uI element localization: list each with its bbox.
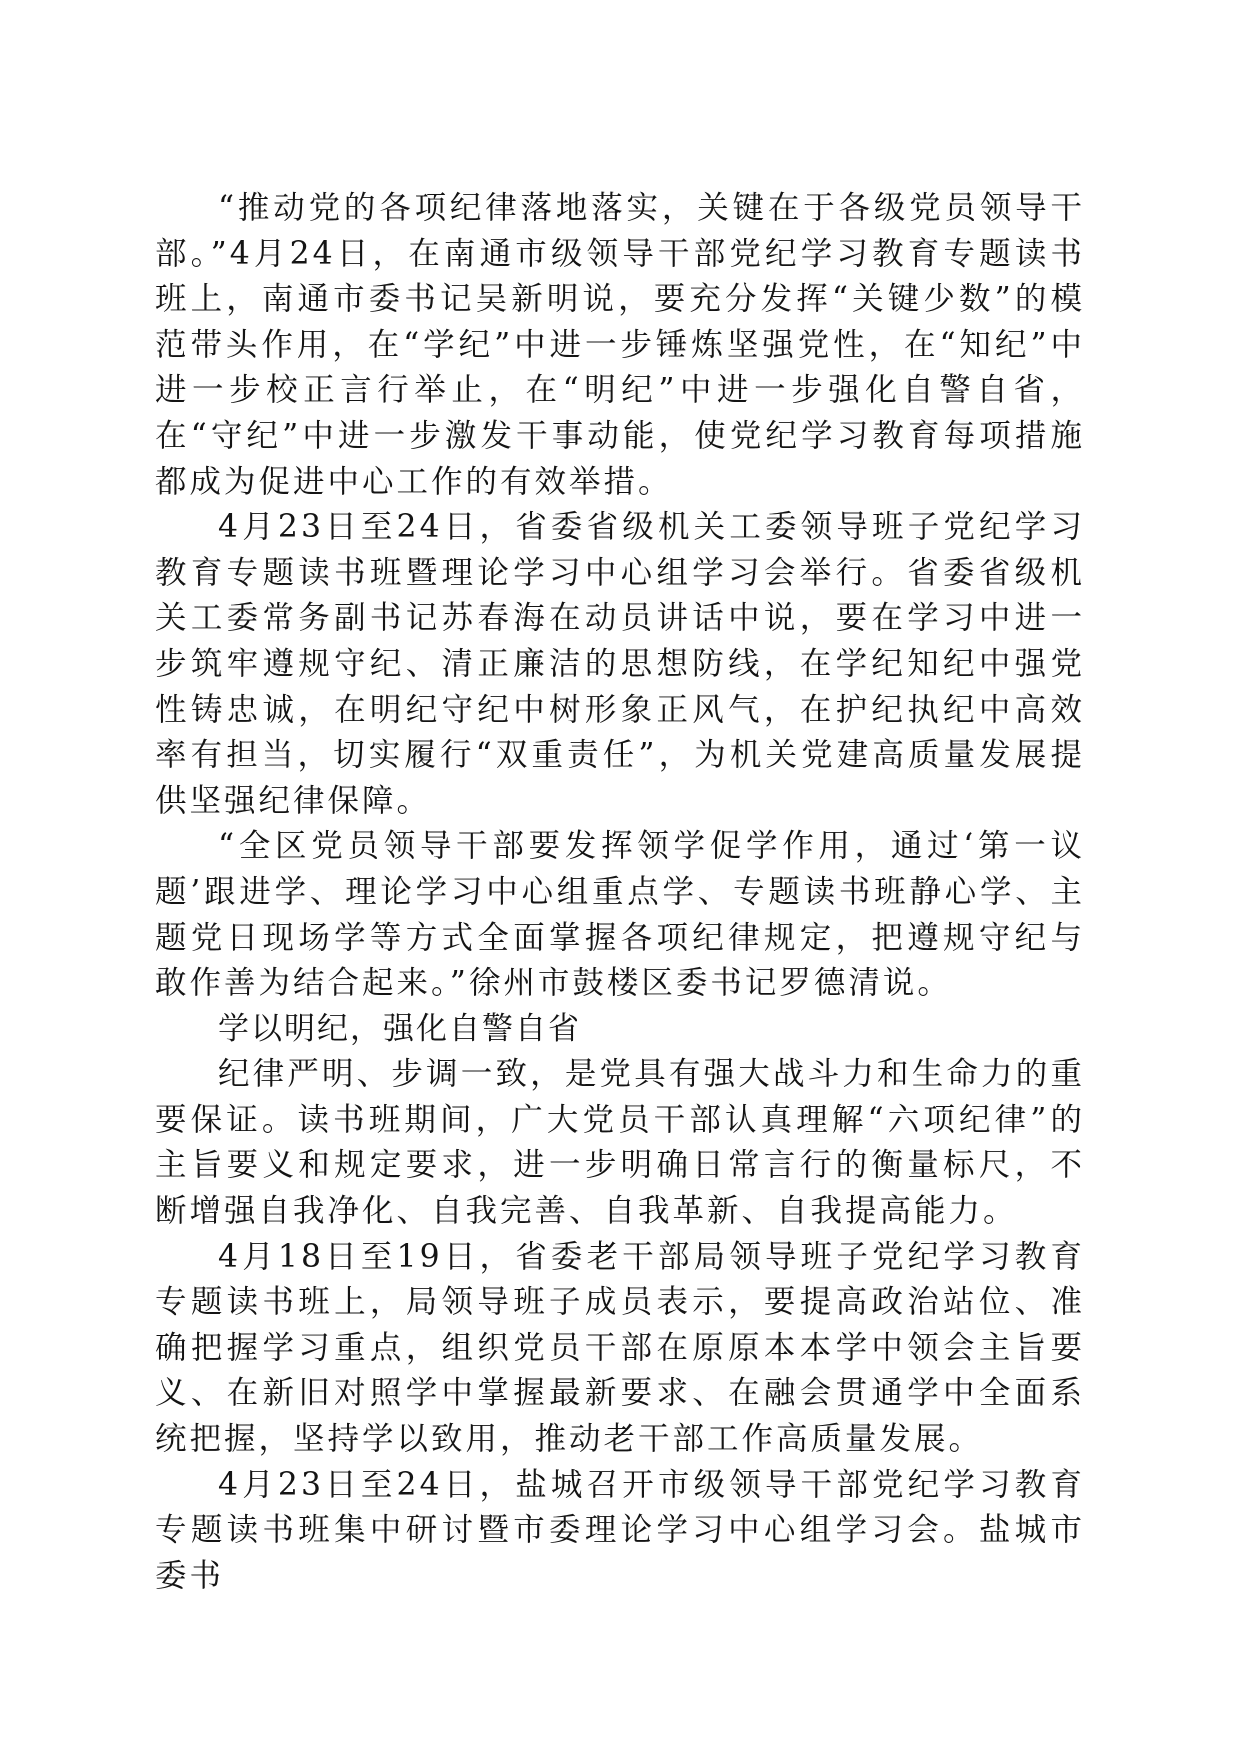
paragraph-veteran-cadres-bureau: 4月18日至19日，省委老干部局领导班子党纪学习教育专题读书班上，局领导班子成员表示，要提高政治站位、准确把握学习重点，组织党员干部在原原本本学中领会主旨要义、在新旧对照学中掌握最新要求、在融会贯通学中全面系统把握，坚持学以致用，推动老干部工作高质量发展。 <box>155 1238 1085 1458</box>
paragraph-gulou-district: “全区党员领导干部要发挥领学促学作用，通过‘第一议题’跟进学、理论学习中心组重点学、专题读书班静心学、主题党日现场学等方式全面掌握各项纪律规定，把遵规守纪与敢作善为结合起来。”徐州市鼓楼区委书记罗德清说。 <box>155 828 1085 1002</box>
paragraph-yancheng: 4月23日至24日，盐城召开市级领导干部党纪学习教育专题读书班集中研讨暨市委理论学习中心组学习会。盐城市委书 <box>155 1466 1085 1594</box>
paragraph-discipline: 纪律严明、步调一致，是党具有强大战斗力和生命力的重要保证。读书班期间，广大党员干部认真理解“六项纪律”的主旨要义和规定要求，进一步明确日常言行的衡量标尺，不断增强自我净化、自我完善、自我革新、自我提高能力。 <box>155 1056 1085 1230</box>
document-page <box>155 186 1085 1599</box>
section-heading: 学以明纪，强化自警自省 <box>218 1010 581 1047</box>
paragraph-provincial-committee: 4月23日至24日，省委省级机关工委领导班子党纪学习教育专题读书班暨理论学习中心组学习会举行。省委省级机关工委常务副书记苏春海在动员讲话中说，要在学习中进一步筑牢遵规守纪、清正廉洁的思想防线，在学纪知纪中强党性铸忠诚，在明纪守纪中树形象正风气，在护纪执纪中高效率有担当，切实履行“双重责任”，为机关党建高质量发展提供坚强纪律保障。 <box>155 509 1085 819</box>
paragraph-nantong: “推动党的各项纪律落地落实，关键在于各级党员领导干部。”4月24日，在南通市级领导干部党纪学习教育专题读书班上，南通市委书记吴新明说，要充分发挥“关键少数”的模范带头作用，在“学纪”中进一步锤炼坚强党性，在“知纪”中进一步校正言行举止，在“明纪”中进一步强化自警自省，在“守纪”中进一步激发干事动能，使党纪学习教育每项措施都成为促进中心工作的有效举措。 <box>155 190 1085 500</box>
